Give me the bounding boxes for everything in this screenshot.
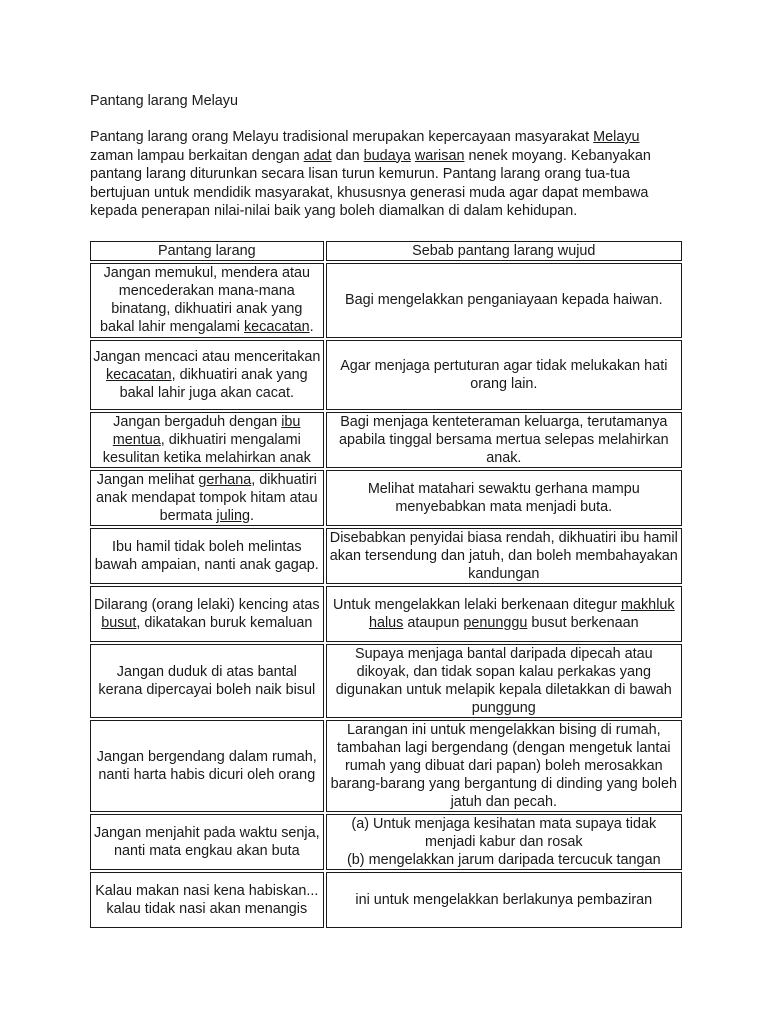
pantang-larang-text: , dikhuatiri anak yang bakal lahir juga akan cacat. [119,366,308,401]
sebab-text: Larangan ini untuk mengelakkan bising di rumah, tambahan lagi bergendang (dengan mengetuk lantai rumah yang dibuat dari papan) boleh merosakkan barang-barang yang bergantung di dinding yang boleh jatuh dan pecah. [330,721,678,810]
pantang-larang-text: . [250,507,254,524]
sebab-text: busut berkenaan [527,614,639,631]
pantang-larang-cell [90,528,324,584]
pantang-larang-text: Jangan duduk di atas bantal kerana dipercayai boleh naik bisul [98,663,316,698]
table-row [90,586,682,642]
pantang-larang-text: Jangan memukul, mendera atau mencederakan mana-mana binatang, dikhuatiri anak yang bakal lahir mengalami [100,265,310,335]
intro-text: zaman lampau berkaitan dengan [90,147,304,164]
pantang-larang-text: Ibu hamil tidak boleh melintas bawah ampaian, nanti anak gagap. [94,538,319,573]
pantang-larang-underlined-term: kecacatan [243,319,310,335]
intro-underlined-term: warisan [414,147,465,164]
pantang-larang-underlined-term: gerhana [198,471,252,488]
pantang-larang-text: Jangan bergaduh dengan [113,413,282,430]
pantang-larang-text: Jangan mencaci atau menceritakan [93,348,321,365]
table-row [90,644,682,718]
table-row [90,340,682,410]
pantang-larang-text: Jangan menjahit pada waktu senja, nanti mata engkau akan buta [93,824,320,859]
table-row [90,263,682,338]
intro-paragraph [90,128,686,221]
table-header-row [90,241,682,261]
sebab-cell [326,644,682,718]
pantang-larang-underlined-term: ibu mentua [112,413,301,448]
intro-text: Pantang larang orang Melayu tradisional merupakan kepercayaan masyarakat [90,129,594,145]
table-body [90,263,682,928]
pantang-larang-text: Dilarang (orang lelaki) kencing atas [94,596,320,613]
pantang-larang-text: , dikhuatiri anak mendapat tompok hitam atau bermata [96,471,318,524]
pantang-larang-cell [90,470,324,526]
table-row [90,720,682,812]
sebab-text: ataupun [403,614,464,631]
pantang-larang-cell [90,263,324,338]
intro-underlined-term: budaya [363,147,411,164]
pantang-larang-text: . [309,319,314,335]
intro-underlined-term: Melayu [593,129,640,145]
sebab-text: Untuk mengelakkan lelaki berkenaan ditegur [333,596,621,613]
document-page [90,92,686,930]
pantang-larang-cell [90,412,324,468]
pantang-larang-text: Kalau makan nasi kena habiskan... kalau tidak nasi akan menangis [95,882,319,917]
sebab-line: (b) mengelakkan jarum daripada tercucuk tangan [347,851,661,868]
sebab-underlined-term: makhluk halus [368,596,675,631]
table-row [90,814,682,870]
sebab-text: Melihat matahari sewaktu gerhana mampu menyebabkan mata menjadi buta. [367,480,640,515]
table-row [90,470,682,526]
sebab-cell [326,340,682,410]
pantang-larang-underlined-term: busut [101,614,137,631]
pantang-larang-underlined-term: kecacatan [105,366,172,383]
table-row [90,412,682,468]
intro-text: nenek moyang. Kebanyakan pantang larang diturunkan secara lisan turun kemurun. Pantang larang orang tua-tua bertujuan untuk mendidik masyarakat, khususnya generasi muda agar dapat membawa kepada penerapan nilai-nilai baik yang boleh diamalkan di dalam kehidupan. [90,147,651,219]
pantang-larang-text: , dikhuatiri mengalami kesulitan ketika melahirkan anak [102,431,311,466]
pantang-larang-cell [90,586,324,642]
pantang-larang-text: Jangan bergendang dalam rumah, nanti harta habis dicuri oleh orang [96,748,317,783]
sebab-cell [326,263,682,338]
sebab-text: Agar menjaga pertuturan agar tidak melukakan hati orang lain. [340,357,668,392]
sebab-text: Disebabkan penyidai biasa rendah, dikhuatiri ibu hamil akan tersendung dan jatuh, dan boleh membahayakan kandungan [329,529,678,582]
pantang-larang-cell [90,814,324,870]
sebab-cell [326,814,682,870]
table-row [90,872,682,928]
sebab-underlined-term: penunggu [463,614,528,631]
pantang-larang-text: Jangan melihat [96,471,199,488]
pantang-larang-cell [90,872,324,928]
sebab-text: ini untuk mengelakkan berlakunya pembaziran [355,891,653,908]
intro-text: dan [331,147,364,164]
column-header-pantang-larang: Pantang larang [90,241,324,261]
sebab-text: Supaya menjaga bantal daripada dipecah atau dikoyak, dan tidak sopan kalau perkakas yang digunakan untuk melapik kepala diletakkan di bawah punggung [335,645,672,716]
sebab-text: Bagi mengelakkan penganiayaan kepada haiwan. [344,292,663,308]
pantang-larang-underlined-term: juling [216,507,250,524]
pantang-larang-cell [90,644,324,718]
column-header-sebab: Sebab pantang larang wujud [326,241,682,261]
sebab-cell [326,470,682,526]
pantang-larang-table [88,239,684,930]
sebab-cell [326,528,682,584]
sebab-cell [326,720,682,812]
table-row [90,528,682,584]
sebab-cell [326,586,682,642]
pantang-larang-text: , dikatakan buruk kemaluan [136,614,313,631]
document-title: Pantang larang Melayu [90,93,239,109]
sebab-cell [326,412,682,468]
pantang-larang-cell [90,720,324,812]
sebab-line: (a) Untuk menjaga kesihatan mata supaya tidak menjadi kabur dan rosak [351,815,657,850]
pantang-larang-cell [90,340,324,410]
sebab-text: Bagi menjaga kenteteraman keluarga, terutamanya apabila tinggal bersama mertua selepas melahirkan anak. [339,413,669,466]
sebab-cell [326,872,682,928]
intro-underlined-term: adat [303,147,332,164]
